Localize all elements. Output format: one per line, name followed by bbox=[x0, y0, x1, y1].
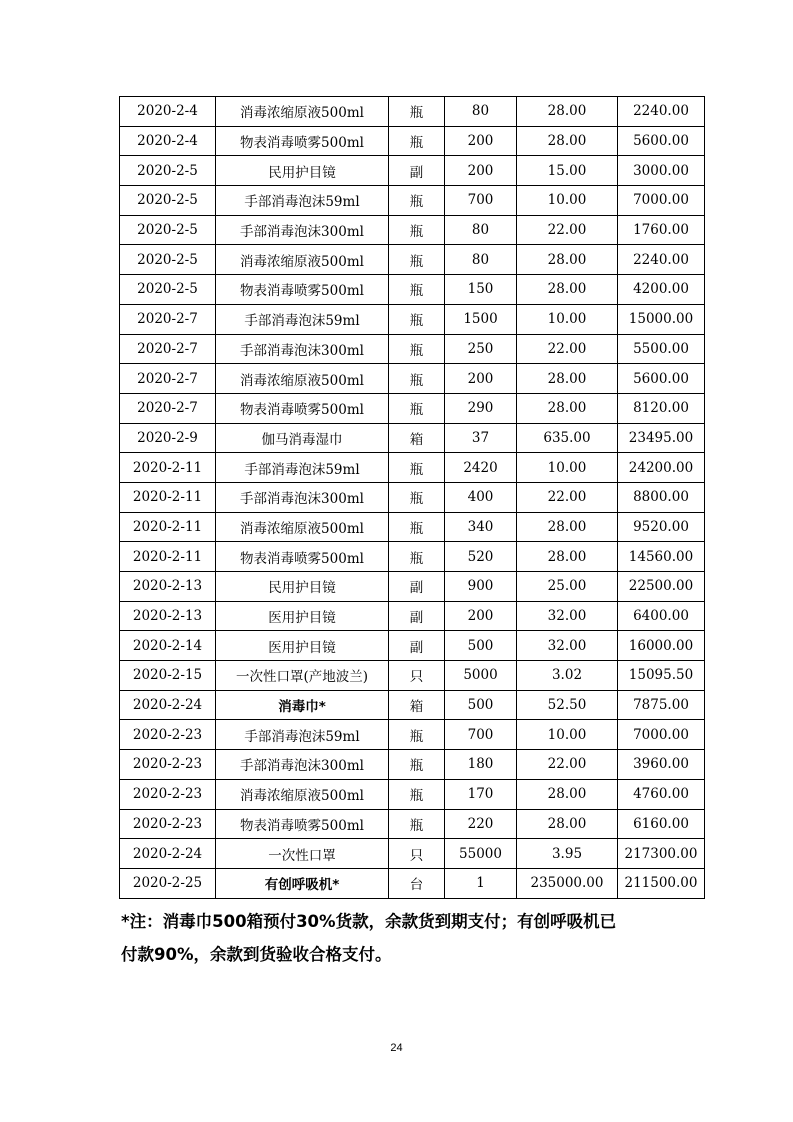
unit-cell: 箱 bbox=[389, 423, 445, 453]
table-row bbox=[120, 809, 705, 839]
amount-cell: 2240.00 bbox=[618, 245, 705, 275]
unit-price-cell: 3.95 bbox=[517, 839, 618, 869]
unit-cell: 瓶 bbox=[389, 215, 445, 245]
unit-price-cell: 635.00 bbox=[517, 423, 618, 453]
table-row bbox=[120, 334, 705, 364]
item-name-cell: 物表消毒喷雾500ml bbox=[216, 126, 389, 156]
table-row bbox=[120, 720, 705, 750]
unit-cell: 瓶 bbox=[389, 779, 445, 809]
item-name-cell: 物表消毒喷雾500ml bbox=[216, 393, 389, 423]
date-cell: 2020-2-5 bbox=[120, 275, 216, 305]
item-name-cell: 消毒浓缩原液500ml bbox=[216, 512, 389, 542]
date-cell: 2020-2-5 bbox=[120, 186, 216, 216]
amount-cell: 8800.00 bbox=[618, 482, 705, 512]
item-name-cell: 医用护目镜 bbox=[216, 601, 389, 631]
table-row bbox=[120, 631, 705, 661]
unit-price-cell: 28.00 bbox=[517, 97, 618, 127]
date-cell: 2020-2-13 bbox=[120, 601, 216, 631]
unit-cell: 箱 bbox=[389, 690, 445, 720]
date-cell: 2020-2-7 bbox=[120, 334, 216, 364]
quantity-cell: 400 bbox=[445, 482, 517, 512]
table-row bbox=[120, 186, 705, 216]
item-name-cell: 消毒浓缩原液500ml bbox=[216, 779, 389, 809]
table-row bbox=[120, 779, 705, 809]
date-cell: 2020-2-9 bbox=[120, 423, 216, 453]
item-name-cell: 手部消毒泡沫300ml bbox=[216, 482, 389, 512]
quantity-cell: 200 bbox=[445, 156, 517, 186]
unit-price-cell: 28.00 bbox=[517, 393, 618, 423]
table-row bbox=[120, 156, 705, 186]
unit-price-cell: 10.00 bbox=[517, 720, 618, 750]
table-row bbox=[120, 126, 705, 156]
table-row bbox=[120, 423, 705, 453]
unit-price-cell: 10.00 bbox=[517, 304, 618, 334]
unit-cell: 瓶 bbox=[389, 97, 445, 127]
table-row bbox=[120, 661, 705, 691]
unit-price-cell: 28.00 bbox=[517, 542, 618, 572]
unit-cell: 副 bbox=[389, 572, 445, 602]
quantity-cell: 500 bbox=[445, 690, 517, 720]
table-row bbox=[120, 572, 705, 602]
unit-price-cell: 52.50 bbox=[517, 690, 618, 720]
unit-price-cell: 28.00 bbox=[517, 809, 618, 839]
amount-cell: 3000.00 bbox=[618, 156, 705, 186]
date-cell: 2020-2-24 bbox=[120, 839, 216, 869]
amount-cell: 6400.00 bbox=[618, 601, 705, 631]
item-name-cell: 手部消毒泡沫59ml bbox=[216, 186, 389, 216]
date-cell: 2020-2-15 bbox=[120, 661, 216, 691]
footnote bbox=[121, 905, 701, 971]
date-cell: 2020-2-7 bbox=[120, 304, 216, 334]
quantity-cell: 180 bbox=[445, 750, 517, 780]
quantity-cell: 80 bbox=[445, 215, 517, 245]
amount-cell: 7000.00 bbox=[618, 720, 705, 750]
quantity-cell: 520 bbox=[445, 542, 517, 572]
amount-cell: 9520.00 bbox=[618, 512, 705, 542]
item-name-cell: 手部消毒泡沫300ml bbox=[216, 334, 389, 364]
unit-cell: 瓶 bbox=[389, 482, 445, 512]
date-cell: 2020-2-24 bbox=[120, 690, 216, 720]
table-row bbox=[120, 839, 705, 869]
unit-price-cell: 3.02 bbox=[517, 661, 618, 691]
footnote-line-1: *注：消毒巾500箱预付30%货款，余款货到期支付；有创呼吸机已 bbox=[121, 912, 617, 931]
item-name-cell: 物表消毒喷雾500ml bbox=[216, 275, 389, 305]
date-cell: 2020-2-4 bbox=[120, 126, 216, 156]
quantity-cell: 150 bbox=[445, 275, 517, 305]
date-cell: 2020-2-4 bbox=[120, 97, 216, 127]
unit-price-cell: 32.00 bbox=[517, 601, 618, 631]
quantity-cell: 5000 bbox=[445, 661, 517, 691]
amount-cell: 5600.00 bbox=[618, 364, 705, 394]
unit-price-cell: 28.00 bbox=[517, 126, 618, 156]
unit-cell: 瓶 bbox=[389, 453, 445, 483]
item-name-cell: 手部消毒泡沫300ml bbox=[216, 215, 389, 245]
amount-cell: 15095.50 bbox=[618, 661, 705, 691]
quantity-cell: 500 bbox=[445, 631, 517, 661]
amount-cell: 22500.00 bbox=[618, 572, 705, 602]
unit-price-cell: 28.00 bbox=[517, 275, 618, 305]
date-cell: 2020-2-11 bbox=[120, 512, 216, 542]
unit-cell: 瓶 bbox=[389, 364, 445, 394]
quantity-cell: 1 bbox=[445, 868, 517, 898]
quantity-cell: 900 bbox=[445, 572, 517, 602]
amount-cell: 1760.00 bbox=[618, 215, 705, 245]
amount-cell: 217300.00 bbox=[618, 839, 705, 869]
unit-cell: 瓶 bbox=[389, 186, 445, 216]
item-name-cell: 手部消毒泡沫59ml bbox=[216, 304, 389, 334]
table-row bbox=[120, 868, 705, 898]
table-row bbox=[120, 482, 705, 512]
table-row bbox=[120, 512, 705, 542]
item-name-cell: 民用护目镜 bbox=[216, 572, 389, 602]
unit-cell: 瓶 bbox=[389, 304, 445, 334]
date-cell: 2020-2-5 bbox=[120, 156, 216, 186]
item-name-cell: 消毒浓缩原液500ml bbox=[216, 364, 389, 394]
date-cell: 2020-2-7 bbox=[120, 393, 216, 423]
quantity-cell: 1500 bbox=[445, 304, 517, 334]
unit-price-cell: 10.00 bbox=[517, 453, 618, 483]
date-cell: 2020-2-11 bbox=[120, 453, 216, 483]
item-name-cell: 物表消毒喷雾500ml bbox=[216, 809, 389, 839]
amount-cell: 5500.00 bbox=[618, 334, 705, 364]
quantity-cell: 200 bbox=[445, 126, 517, 156]
purchase-table bbox=[119, 96, 705, 899]
unit-price-cell: 22.00 bbox=[517, 482, 618, 512]
item-name-cell: 消毒巾* bbox=[216, 690, 389, 720]
item-name-cell: 一次性口罩(产地波兰) bbox=[216, 661, 389, 691]
date-cell: 2020-2-23 bbox=[120, 779, 216, 809]
unit-price-cell: 28.00 bbox=[517, 364, 618, 394]
unit-price-cell: 10.00 bbox=[517, 186, 618, 216]
date-cell: 2020-2-13 bbox=[120, 572, 216, 602]
item-name-cell: 有创呼吸机* bbox=[216, 868, 389, 898]
unit-price-cell: 22.00 bbox=[517, 750, 618, 780]
quantity-cell: 220 bbox=[445, 809, 517, 839]
item-name-cell: 伽马消毒湿巾 bbox=[216, 423, 389, 453]
amount-cell: 7000.00 bbox=[618, 186, 705, 216]
amount-cell: 23495.00 bbox=[618, 423, 705, 453]
table-row bbox=[120, 393, 705, 423]
quantity-cell: 80 bbox=[445, 97, 517, 127]
date-cell: 2020-2-11 bbox=[120, 542, 216, 572]
footnote-line-2: 付款90%，余款到货验收合格支付。 bbox=[121, 945, 392, 964]
amount-cell: 3960.00 bbox=[618, 750, 705, 780]
unit-cell: 瓶 bbox=[389, 809, 445, 839]
quantity-cell: 2420 bbox=[445, 453, 517, 483]
amount-cell: 2240.00 bbox=[618, 97, 705, 127]
table-row bbox=[120, 215, 705, 245]
unit-price-cell: 28.00 bbox=[517, 779, 618, 809]
date-cell: 2020-2-11 bbox=[120, 482, 216, 512]
item-name-cell: 消毒浓缩原液500ml bbox=[216, 97, 389, 127]
date-cell: 2020-2-5 bbox=[120, 215, 216, 245]
quantity-cell: 700 bbox=[445, 720, 517, 750]
unit-cell: 副 bbox=[389, 156, 445, 186]
date-cell: 2020-2-7 bbox=[120, 364, 216, 394]
unit-price-cell: 235000.00 bbox=[517, 868, 618, 898]
table-row bbox=[120, 364, 705, 394]
unit-price-cell: 28.00 bbox=[517, 245, 618, 275]
unit-cell: 瓶 bbox=[389, 542, 445, 572]
table-body bbox=[120, 97, 705, 899]
amount-cell: 6160.00 bbox=[618, 809, 705, 839]
unit-price-cell: 15.00 bbox=[517, 156, 618, 186]
item-name-cell: 消毒浓缩原液500ml bbox=[216, 245, 389, 275]
unit-cell: 瓶 bbox=[389, 334, 445, 364]
table-row bbox=[120, 97, 705, 127]
unit-price-cell: 25.00 bbox=[517, 572, 618, 602]
date-cell: 2020-2-23 bbox=[120, 809, 216, 839]
table-row bbox=[120, 690, 705, 720]
item-name-cell: 物表消毒喷雾500ml bbox=[216, 542, 389, 572]
item-name-cell: 手部消毒泡沫59ml bbox=[216, 720, 389, 750]
quantity-cell: 700 bbox=[445, 186, 517, 216]
item-name-cell: 手部消毒泡沫59ml bbox=[216, 453, 389, 483]
unit-cell: 瓶 bbox=[389, 512, 445, 542]
unit-cell: 只 bbox=[389, 839, 445, 869]
amount-cell: 5600.00 bbox=[618, 126, 705, 156]
amount-cell: 4760.00 bbox=[618, 779, 705, 809]
unit-price-cell: 32.00 bbox=[517, 631, 618, 661]
table-row bbox=[120, 304, 705, 334]
date-cell: 2020-2-14 bbox=[120, 631, 216, 661]
item-name-cell: 一次性口罩 bbox=[216, 839, 389, 869]
table-row bbox=[120, 453, 705, 483]
unit-price-cell: 28.00 bbox=[517, 512, 618, 542]
quantity-cell: 55000 bbox=[445, 839, 517, 869]
quantity-cell: 170 bbox=[445, 779, 517, 809]
quantity-cell: 200 bbox=[445, 601, 517, 631]
quantity-cell: 200 bbox=[445, 364, 517, 394]
unit-cell: 瓶 bbox=[389, 245, 445, 275]
amount-cell: 7875.00 bbox=[618, 690, 705, 720]
unit-cell: 瓶 bbox=[389, 275, 445, 305]
quantity-cell: 250 bbox=[445, 334, 517, 364]
unit-cell: 瓶 bbox=[389, 720, 445, 750]
unit-price-cell: 22.00 bbox=[517, 215, 618, 245]
amount-cell: 4200.00 bbox=[618, 275, 705, 305]
table-row bbox=[120, 750, 705, 780]
unit-cell: 瓶 bbox=[389, 126, 445, 156]
item-name-cell: 民用护目镜 bbox=[216, 156, 389, 186]
quantity-cell: 37 bbox=[445, 423, 517, 453]
table-row bbox=[120, 245, 705, 275]
page-number: 24 bbox=[390, 1042, 403, 1054]
table-row bbox=[120, 542, 705, 572]
date-cell: 2020-2-5 bbox=[120, 245, 216, 275]
amount-cell: 15000.00 bbox=[618, 304, 705, 334]
unit-cell: 只 bbox=[389, 661, 445, 691]
amount-cell: 211500.00 bbox=[618, 868, 705, 898]
item-name-cell: 医用护目镜 bbox=[216, 631, 389, 661]
unit-price-cell: 22.00 bbox=[517, 334, 618, 364]
amount-cell: 16000.00 bbox=[618, 631, 705, 661]
amount-cell: 24200.00 bbox=[618, 453, 705, 483]
unit-cell: 瓶 bbox=[389, 393, 445, 423]
date-cell: 2020-2-25 bbox=[120, 868, 216, 898]
unit-cell: 副 bbox=[389, 631, 445, 661]
quantity-cell: 290 bbox=[445, 393, 517, 423]
unit-cell: 台 bbox=[389, 868, 445, 898]
item-name-cell: 手部消毒泡沫300ml bbox=[216, 750, 389, 780]
date-cell: 2020-2-23 bbox=[120, 750, 216, 780]
table-row bbox=[120, 601, 705, 631]
quantity-cell: 80 bbox=[445, 245, 517, 275]
table-row bbox=[120, 275, 705, 305]
unit-cell: 瓶 bbox=[389, 750, 445, 780]
date-cell: 2020-2-23 bbox=[120, 720, 216, 750]
quantity-cell: 340 bbox=[445, 512, 517, 542]
amount-cell: 14560.00 bbox=[618, 542, 705, 572]
amount-cell: 8120.00 bbox=[618, 393, 705, 423]
unit-cell: 副 bbox=[389, 601, 445, 631]
